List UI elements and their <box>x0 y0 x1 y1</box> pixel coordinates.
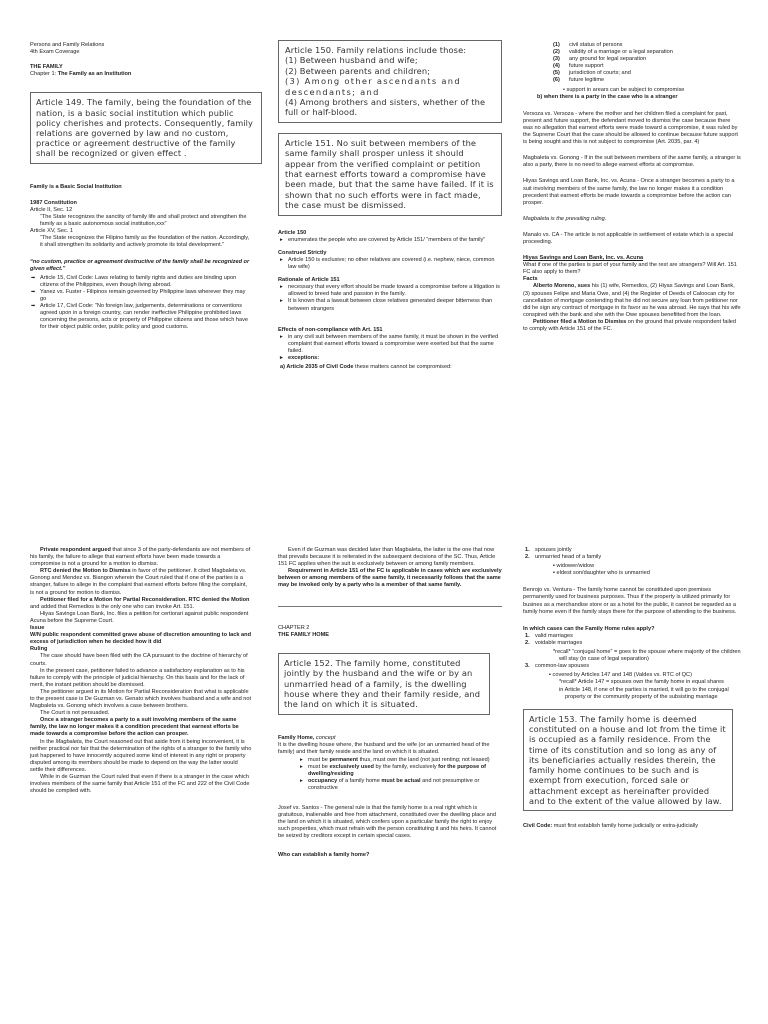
ruling-text: In the Magbaleta, the Court reasoned out that aside from it being inconvenient, it is neither practical nor fair that the determination of the rights of a stranger to the family who just happened to have innocently acquired some kind of interest in any right or property disputed among its members should be made to depend on the way the latter would settle their differences. <box>30 738 252 773</box>
issue-label: Issue <box>30 625 45 632</box>
doc-coverage: 4th Exam Coverage <box>30 49 80 56</box>
chapter-2-title: THE FAMILY HOME <box>278 631 329 638</box>
list-item: ➡ Article 15, Civil Code: Laws relating to family rights and duties are binding upon citizens of the Philippines, even though living abroad. <box>40 275 252 289</box>
list-item: (4) future support <box>553 63 604 70</box>
art150-item: (4) Among brothers and sisters, whether of the full or half-blood. <box>285 97 486 118</box>
certiorari-petition: Hiyas Savings Loan Bank, Inc. files a petition for certiorari against public respondent Acuna before the Supreme Court. <box>30 610 249 624</box>
list-item: 1. valid marriages <box>525 632 573 639</box>
family-home-definition: It is the dwelling house where, the husband and the wife (or an unmarried head of the family) and their family reside and the land on which it is situated. <box>278 741 490 755</box>
list-item: (5) jurisdiction of courts; and <box>553 70 631 77</box>
exception-a-label: a) Article 2035 of Civil Code <box>280 364 354 371</box>
benrojo-case: Benrojo vs. Ventura - The family home cannot be constituted upon premises permanently used for business purposes. Thus if the property is utilized primarily for busines as a merchandise store or as a hotel for the public, it cannot be regarded as a family home even if the family stays there for the purpose of attending to the business. <box>523 587 737 615</box>
applicable-cases-cont <box>523 663 741 670</box>
sub-item: *recall* “conjugal home” = goes to the spouse where majority of the children will stay (in case of legal separation) <box>553 649 741 663</box>
article-153-box: Article 153. The family home is deemed constituted on a house and lot from the time it is occupied as a family residence. From the time of its constitution and so long as any of its beneficiaries actually resides therein, the family home continues to be such and is exempt from execution, forced sale or attachment except as hereinafter provided and to the extent of the value allowed by law. <box>523 709 733 812</box>
quote-art-ii: “The State recognizes the sanctity of family life and shall protect and strengthen the family as a basic autonomous social institution,xxx” <box>40 213 247 227</box>
heading-rationale: Rationale of Article 151 <box>278 277 340 284</box>
list-item: ➡ Article 17, Civil Code: “No foreign law, judgements, determinations or conventions agreed upon in a foreign country, can render ineffective Philippine prohibited laws concerning the persons, acts or property of Philippine citizens and those which have for their object public order, public policy and good customs. <box>40 303 252 331</box>
support-note: • support in arears can be subject to compromise <box>563 86 685 93</box>
heading-no-custom: “no custom, practice or agreement destructive of the family shall be recognized or given effect.” <box>30 259 250 273</box>
prevailing-paragraph: Even if de Guzman was decided later than Magbaleta, the latter is the one that now that prevails because it is reiterated in the subsequent decisions of the SC. Thus, Article 151 FC applies when the suit is exclusively between or among family members. <box>278 547 496 568</box>
hiyas-heading: Hiyas Savings and Loan Bank, Inc. vs. Acuna <box>523 255 644 262</box>
facts-label: Facts <box>523 276 538 283</box>
ruling-text: While in de Guzman the Court ruled that even if there is a stranger in the case which involves members of the same family that Article 151 of the FC and 222 of the Civil Code should be complied with. <box>30 774 250 795</box>
ruling-label: Ruling <box>30 646 48 653</box>
article-151-box: Article 151. No suit between members of the same family shall prosper unless it should appear from the verified complaint or petition that earnest efforts toward a compromise have been made, but that the same have failed. If it is shown that no such efforts were in fact made, the case must be dismissed. <box>278 133 502 216</box>
heading-construed: Construed Strictly <box>278 249 327 256</box>
list-item: ▸ exceptions: <box>288 355 502 362</box>
family-home-requisites <box>278 757 502 792</box>
ruling-text: The case should have been filed with the CA pursuant to the doctrine of hierarchy of courts. <box>30 653 248 667</box>
issue-text: W/N public respondent committed grave abuse of discretion amounting to lack and excess of jurisdiction when he decided how it did <box>30 632 251 646</box>
effects-notes <box>278 334 502 362</box>
respondent-argued: Private respondent argued that since 3 of the party-defendants are not members of his family, the failure to allege that earnest efforts have been made towards a compromise is not a ground for a motion to dismiss. <box>30 547 251 568</box>
ruling-text: The petitioner argued in its Motion for Partial Reconsideration that what is applicable to the present case is De Guzman vs. Genato which involves husband and a wife and not Magbaleta vs. Gonong which involves a case between brothers. <box>30 688 252 710</box>
magbaleta-case: Magbaleta vs. Gonong - If in the suit between members of the same family, a stranger is also a party, there is no need to allege earnest efforts at compromise. <box>523 155 741 169</box>
construed-notes <box>278 257 502 271</box>
list-item: (1) civil status of persons <box>553 42 623 48</box>
chapter-label: Chapter 1: <box>30 71 57 78</box>
exception-a <box>278 364 502 371</box>
sub-item: ▪ eldest son/daughter who is unmarried <box>553 570 650 577</box>
list-item: ▸ enumerates the people who are covered by Article 151/ “members of the family” <box>288 237 502 244</box>
ruling-text: The Court is not persuaded. <box>40 710 110 717</box>
article-150-box <box>278 40 502 123</box>
sub-item: ▪ widower/widow <box>553 563 595 570</box>
chapter-title: The Family as an Institution <box>57 71 132 78</box>
ruling-doctrine: Once a stranger becomes a party to a suit involving members of the same family, the law no longer makes it a condition precedent that earnest efforts be made towards a compromise before the action can prosper. <box>30 717 239 738</box>
hiyas-case: Hiyas Savings and Loan Bank, Inc. vs. Acuna - Once a stranger becomes a party to a suit involving members of the same family, the law no longer makes it a condition precedent that earnest efforts be made towards a compromise before the action can prosper. <box>523 178 735 206</box>
list-item: 2. unmarried head of a family <box>525 554 602 561</box>
applicable-cases <box>523 633 741 647</box>
divider <box>278 606 502 607</box>
art150-item: (1) Between husband and wife; <box>285 55 418 66</box>
list-item: 1. spouses jointly <box>525 547 572 553</box>
heading-basic-institution: Family is a Basic Social Institution <box>30 183 122 190</box>
hiyas-question: What if one of the parties is part of your family and the rest are strangers? Will Art. 151 FC also apply to them? <box>523 262 737 276</box>
list-item: ➡ Yanez vs. Fuster - Filipinos remain governed by Philippine laws wherever they may go <box>40 289 252 303</box>
column-5 <box>278 547 502 859</box>
requirement-paragraph: Requirement in Article 151 of the FC is applicable in cases which are exclusively between or among members of the same family, it necessarily follows that the same may be invoked only by a party who is a member of that same family. <box>278 568 502 589</box>
exception-a-text: these matters cannot be compromised: <box>353 364 452 371</box>
quote-art-xv: “The State recognizes the Filipino family as the foundation of the nation. Accordingly, it shall strengthen its solidarity and actively promote its total development.” <box>40 235 250 249</box>
ruling-text: In the present case, petitioner failed to advance a satisfactory explanation as to his failure to comply with the principle of judicial hierarchy. On this basis and for the lack of merit, the instant petition should be dismissed. <box>30 667 245 688</box>
column-3 <box>523 42 741 336</box>
rationale-notes <box>278 284 502 312</box>
heading-effects: Effects of non-compliance with Art. 151 <box>278 326 383 333</box>
column-4 <box>30 547 252 798</box>
art150-notes <box>278 237 502 244</box>
list-item: ▸ must be permanent thus, must own the land (not just renting; not leased) <box>308 757 502 764</box>
article-149-box: Article 149. The family, being the foundation of the nation, is a basic social institution which public policy cherishes and protects. Consequently, family relations are governed by law and no custom, practice or agreement destructive of the family shall be recognized or given effect . <box>30 92 262 163</box>
establishers-list <box>523 547 741 561</box>
art150-item: (2) Between parents and children; <box>285 65 431 76</box>
facts-text: Alberto Moreno, sues his (1) wife, Remedios, (2) Hiyas Savings and Loan Bank, (3) spouses Felipe and Maria Owe, and (4) the Register of Deeds of Caloocan city for cancellation of mortgage contending that he did not secure any loan from petitioner nor did he sign any contract of mortgage in its favor as he was abroad. He says that his wife conspired with the bank and she with the Owe spouses benefitted from the loan. <box>523 283 741 318</box>
sub-item: in Article 148, if one of the parties is married, it will go to the conjugal property or the community property of the subsisting marriage <box>559 686 729 700</box>
list-item: (2) validity of a marriage or a legal separation <box>553 49 673 56</box>
chapter-2-label: CHAPTER 2 <box>278 624 310 631</box>
sub-item: ▪ covered by Articles 147 and 148 (Valdes vs. RTC of QC) <box>549 672 692 679</box>
rules-apply-question: In which cases can the Family Home rules apply? <box>523 625 655 632</box>
list-item: (6) future legitime <box>553 77 605 84</box>
section-heading: THE FAMILY <box>30 64 63 71</box>
partial-reconsideration: Petitioner filed for a Motion for Partial Reconsideration. RTC denied the Motion and added that Remedios is the only one who can invoke Art. 151. <box>30 596 250 610</box>
civil-code-note: Civil Code: must first establish family home judicially or extra-judicially <box>523 823 699 830</box>
column-2 <box>278 40 502 371</box>
article-xv-sec1: Article XV, Sec. 1 <box>30 228 74 235</box>
heading-article-150: Article 150 <box>278 229 307 236</box>
list-item: ▸ occupancy of a family home must be actual and not presumptive or constructive <box>308 778 502 792</box>
exception-b: b) when there is a party in the case who is a stranger <box>537 93 678 100</box>
rtc-denied: RTC denied the Motion to Dismiss in favor of the petitioner. It cited Magbaleta vs. Gonong and Mendez vs. Biangon wherein the Court ruled that if one of the parties is a stranger, failure to allege in the complaint that earnest efforts before filing the complaint, is not a ground for motion to dismiss. <box>30 568 247 596</box>
prevailing-ruling: Magbaleta is the prevailing ruling. <box>523 215 607 222</box>
family-home-concept: Family Home, concept <box>278 734 336 741</box>
chapter-line <box>30 71 252 78</box>
art150-title: Article 150. Family relations include those: <box>285 45 467 55</box>
doc-course: Persons and Family Relations <box>30 42 105 48</box>
list-item: 2. voidable marriages <box>525 639 583 646</box>
list-item: (3) any ground for legal separation <box>553 56 647 63</box>
who-can-establish: Who can establish a family home? <box>278 852 370 858</box>
sub-item: *recall* Article 147 = spouses own the family home in equal shares <box>559 679 724 686</box>
motion-text: Petitioner filed a Motion to Dismiss on the ground that private respondent failed to comply with Article 151 of the FC. <box>523 318 737 332</box>
column-6 <box>523 547 741 833</box>
versoza-case: Versoza vs. Versoza - where the mother and her children filed a complaint for past, present and future support, the defendant moved to dismiss the case because there was no allegation that earnest efforts were made toward a compromise, it was ruled by the Supreme Court that the case should be allowed to continue because future support is being sought and this is not subject to compromise (Art. 2035, par. 4) <box>523 110 738 146</box>
art150-item: (3) Among other ascendants and descendants; and <box>285 76 461 97</box>
article-152-box: Article 152. The family home, constituted jointly by the husband and the wife or by an unmarried head of a family, is the dwelling house where they and their family reside, and the land on which it is situated. <box>278 653 490 715</box>
list-item: ▸ in any civil suit between members of the same family, it must be shown in the verified complaint that earnest efforts toward a compromise were exerted but that the same failed. <box>288 334 502 355</box>
list-item: ▸ must be exclusively used by the family, exclusively for the purpose of dwelling/residing <box>308 764 502 778</box>
manalo-case: Manalo vs. CA - The article is not applicable in settlement of estate which is a special proceeding. <box>523 231 734 245</box>
list-item: ▸ necessary that every effort should be made toward a compromise before a litigation is allowed to breed hate and passion in the family. <box>288 284 502 298</box>
column-1 <box>30 42 252 333</box>
no-custom-list <box>30 275 252 332</box>
list-item: ▸ Article 150 is exclusive; no other relatives are covered (i.e. nephew, niece, common law wife) <box>288 257 502 271</box>
compromise-list <box>523 42 741 85</box>
list-item: ▸ It is known that a lawsuit between close relatives generated deeper bitterness than between strangers <box>288 298 502 312</box>
article-ii-sec12: Article II, Sec. 12 <box>30 206 73 213</box>
list-item: 3. common-law spouses <box>525 663 590 670</box>
josef-case: Josef vs. Santos - The general rule is that the family home is a real right which is gratuitous, inalienable and free from attachment, constituted over the dwelling place and the land on which it is situated, which confers upon a particular family the right to enjoy such properties, which must refrain with the person constituting it and his heirs. It cannot be seized by creditors except in certain special cases. <box>278 804 497 839</box>
heading-1987-constitution: 1987 Constitution <box>30 199 77 206</box>
